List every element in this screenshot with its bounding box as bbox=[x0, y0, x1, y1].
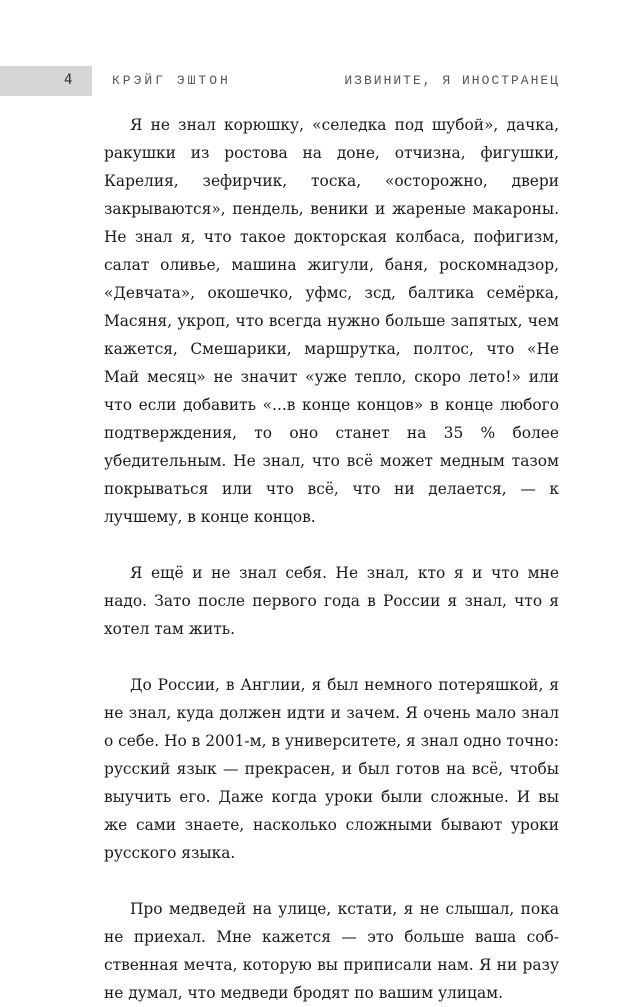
running-head-title: ИЗВИНИТЕ, Я ИНОСТРАНЕЦ bbox=[344, 73, 560, 88]
page-header bbox=[0, 66, 644, 96]
paragraph: Я ещё и не знал себя. Не знал, кто я и что мне надо. Зато после первого года в России я знал, что я хотел там жить. bbox=[104, 564, 559, 638]
paragraph: Про медведей на улице, кстати, я не слышал, пока не приехал. Мне кажется — это больше ваша собственная мечта, которую вы приписали нам. Я ни разу не думал, что медведи бродят по вашим улицам. bbox=[104, 900, 559, 1002]
running-head-author: КРЭЙГ ЭШТОН bbox=[112, 73, 231, 88]
body-text bbox=[104, 111, 559, 1007]
page-number: 4 bbox=[64, 72, 73, 88]
paragraph: До России, в Англии, я был немного потеряшкой, я не знал, куда должен идти и зачем. Я очень мало знал о себе. Но в 2001-м, в университете, я знал одно точно: русский язык — прекрасен, и был готов на всё, чтобы выучить его. Даже когда уроки были сложные. И вы же сами знаете, насколько сложными бывают уроки русского языка. bbox=[104, 676, 559, 862]
page-number-tab bbox=[0, 66, 92, 96]
paragraph: Я не знал корюшку, «селедка под шубой», дачка, ракушки из ростова на доне, отчизна, фигушки, Карелия, зефирчик, тоска, «осторожно, двери закрываются», пендель, веники и жареные макароны. Не знал я, что такое докторская колбаса, пофигизм, салат оливье, машина жигули, баня, роскомнадзор, «Девчата», окошечко, уфмс, зсд, балтика семёрка, Масяня, укроп, что всегда нужно больше запятых, чем кажется, Смешарики, маршрутка, полтос, что «Не Май месяц» не значит «уже тепло, скоро лето!» или что если добавить «...в конце концов» в конце любого подтверждения, то оно станет на 35 % более убедительным. Не знал, что всё может медным тазом покрываться или что всё, что ни делается, — к лучшему, в конце концов. bbox=[104, 116, 559, 526]
